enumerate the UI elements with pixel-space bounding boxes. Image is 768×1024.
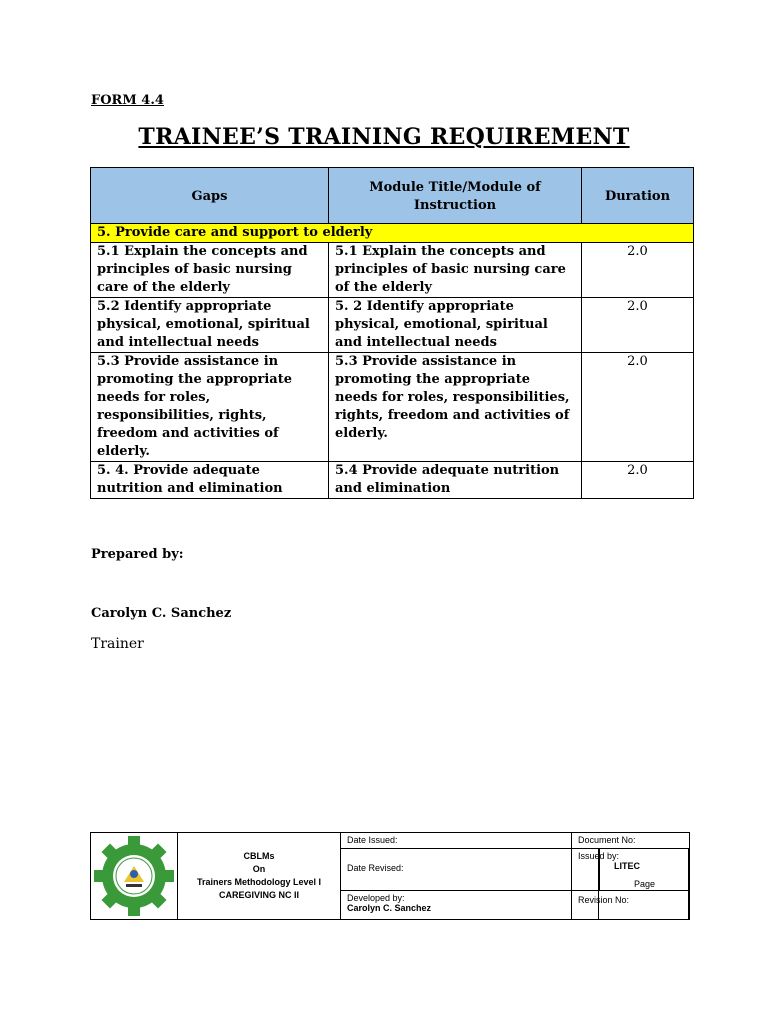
footer-title-line: Trainers Methodology Level I [196,877,322,887]
table-row [91,462,694,499]
footer-title-line: On [252,864,266,874]
duration-cell: 2.0 [582,243,694,298]
gap-cell: 5.2 Identify appropriate physical, emotional, spiritual and intellectual needs [91,298,329,353]
section-row [91,224,694,243]
logo-cell [91,833,178,919]
table-row [91,298,694,353]
header-module: Module Title/Module of Instruction [329,168,582,224]
page-cell-edge [689,849,701,919]
module-cell: 5.1 Explain the concepts and principles of basic nursing care of the elderly [329,243,582,298]
gap-cell: 5.1 Explain the concepts and principles of basic nursing care of the elderly [91,243,329,298]
footer-title [178,833,341,919]
revision-no-label: Revision No: [578,895,630,905]
footer-title-line: CAREGIVING NC II [218,890,299,900]
date-revised-label: Date Revised: [347,863,404,873]
issued-by-value: LITEC [614,861,640,871]
module-cell: 5. 2 Identify appropriate physical, emotional, spiritual and intellectual needs [329,298,582,353]
developed-by-value: Carolyn C. Sanchez [347,903,432,913]
page-label: Page [633,879,656,889]
section-title: 5. Provide care and support to elderly [91,224,694,243]
date-issued-cell [341,833,572,849]
page-cell [598,848,690,920]
date-issued-label: Date Issued: [347,835,398,845]
gap-cell: 5.3 Provide assistance in promoting the appropriate needs for roles, responsibilities, rights, freedom and activities of elderly. [91,353,329,462]
duration-cell: 2.0 [582,298,694,353]
date-revised-cell [341,849,572,891]
school-seal-icon [91,833,177,919]
header-gaps: Gaps [91,168,329,224]
preparer-role: Trainer [91,636,144,652]
duration-cell: 2.0 [582,353,694,462]
document-no-cell [572,833,689,849]
preparer-name: Carolyn C. Sanchez [91,606,232,621]
developed-by-cell [341,891,572,919]
footer-title-line: CBLMs [243,851,275,861]
page-title: TRAINEE’S TRAINING REQUIREMENT [138,124,630,150]
gap-cell: 5. 4. Provide adequate nutrition and elimination [91,462,329,499]
table-row [91,353,694,462]
module-cell: 5.4 Provide adequate nutrition and elimination [329,462,582,499]
module-cell: 5.3 Provide assistance in promoting the appropriate needs for roles, responsibilities, rights, freedom and activities of elderly. [329,353,582,462]
table-header-row [91,168,694,224]
form-label: FORM 4.4 [91,93,164,108]
developed-by-label: Developed by: [347,893,405,903]
document-no-label: Document No: [578,835,636,845]
duration-cell: 2.0 [582,462,694,499]
header-duration: Duration [582,168,694,224]
prepared-by-label: Prepared by: [91,547,184,562]
table-row [91,243,694,298]
training-requirement-table [90,167,694,499]
issued-by-label: Issued by: [578,851,620,861]
